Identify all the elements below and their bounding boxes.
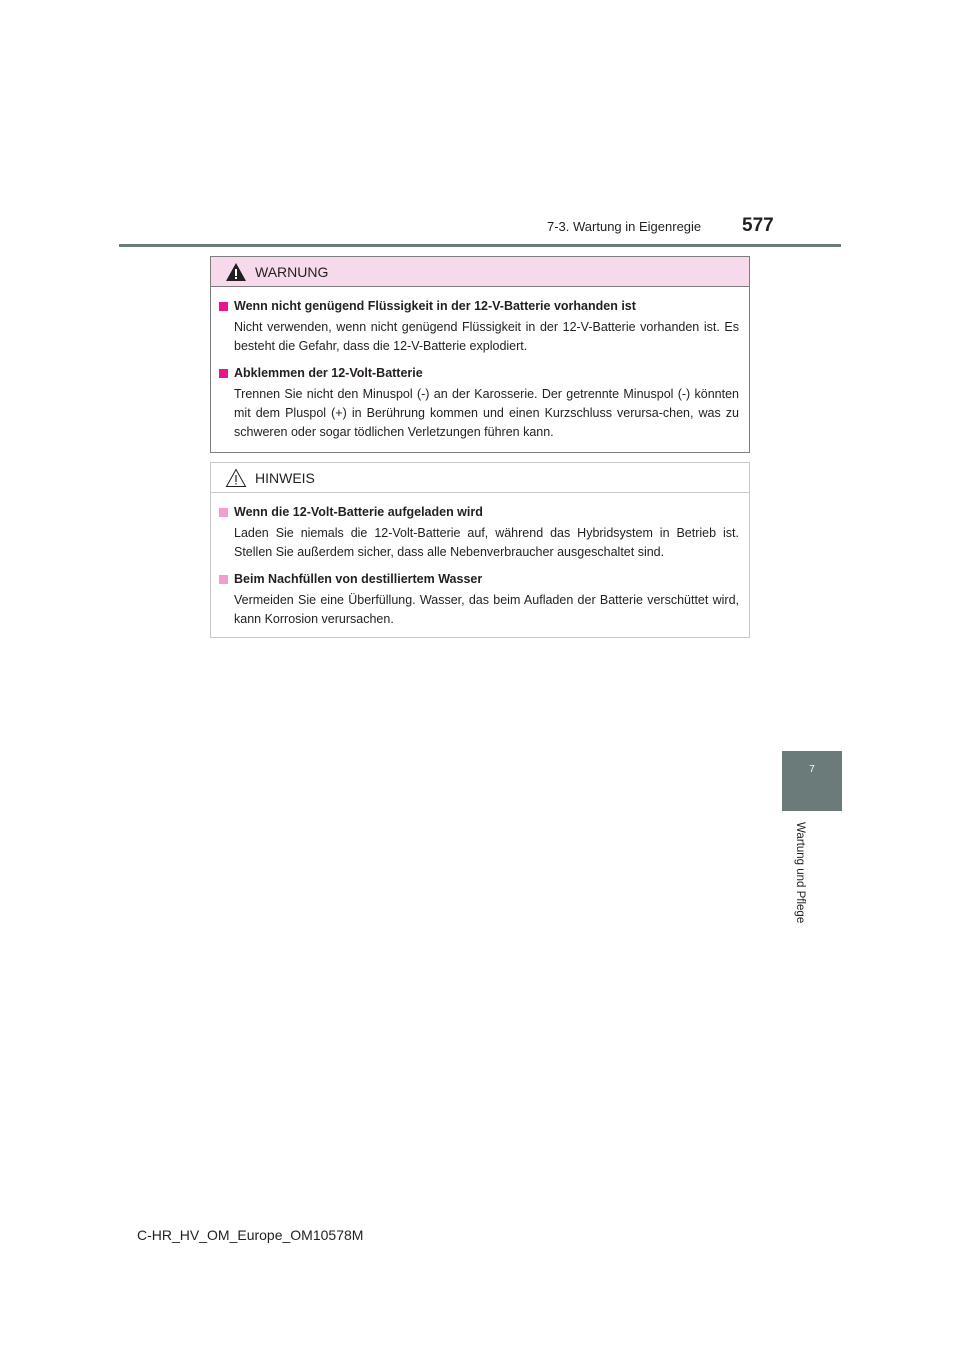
- square-bullet-icon: [219, 575, 228, 584]
- square-bullet-icon: [219, 302, 228, 311]
- square-bullet-icon: [219, 369, 228, 378]
- notice-box: [210, 462, 750, 638]
- warning-box: [210, 256, 750, 453]
- notice-item: [219, 571, 739, 629]
- notice-item: [219, 504, 739, 562]
- chapter-title: Wartung und Pflege: [794, 822, 806, 924]
- page-number: 577: [742, 215, 774, 236]
- warning-item-heading: Wenn nicht genügend Flüssigkeit in der 12-V-Batterie vorhanden ist: [234, 299, 636, 313]
- warning-item-text: Nicht verwenden, wenn nicht genügend Flüssigkeit in der 12-V-Batterie vorhanden ist. Es besteht die Gefahr, dass die 12-V-Batterie explodiert.: [234, 320, 739, 353]
- warning-item-heading: Abklemmen der 12-Volt-Batterie: [234, 366, 423, 380]
- notice-body: [211, 493, 749, 629]
- warning-item: [219, 298, 739, 356]
- warning-header: [211, 257, 749, 287]
- notice-item-heading: Wenn die 12-Volt-Batterie aufgeladen wird: [234, 505, 483, 519]
- notice-item-heading: Beim Nachfüllen von destilliertem Wasser: [234, 572, 483, 586]
- chapter-tab: 7: [782, 751, 842, 811]
- warning-body: [211, 287, 749, 442]
- warning-item-text: Trennen Sie nicht den Minuspol (-) an der Karosserie. Der getrennte Minuspol (-) könnten mit dem Pluspol (+) in Berührung kommen und einen Kurzschluss verursa-chen, was zu schweren oder sogar tödlichen Verletzungen führen kann.: [234, 387, 739, 439]
- warning-item: [219, 365, 739, 442]
- square-bullet-icon: [219, 508, 228, 517]
- notice-item-text: Laden Sie niemals die 12-Volt-Batterie auf, während das Hybridsystem in Betrieb ist. Stellen Sie außerdem sicher, dass alle Nebenverbraucher ausgeschaltet sind.: [234, 526, 739, 559]
- header-divider: [119, 244, 841, 247]
- notice-item-text: Vermeiden Sie eine Überfüllung. Wasser, das beim Aufladen der Batterie verschüttet wird, kann Korrosion verursachen.: [234, 593, 739, 626]
- notice-header: [211, 463, 749, 493]
- section-title: 7-3. Wartung in Eigenregie: [547, 219, 702, 234]
- warning-triangle-icon: [225, 262, 247, 282]
- document-code: C-HR_HV_OM_Europe_OM10578M: [137, 1227, 364, 1243]
- warning-title: WARNUNG: [255, 263, 329, 280]
- notice-title: HINWEIS: [255, 469, 315, 486]
- caution-triangle-icon: [225, 468, 247, 488]
